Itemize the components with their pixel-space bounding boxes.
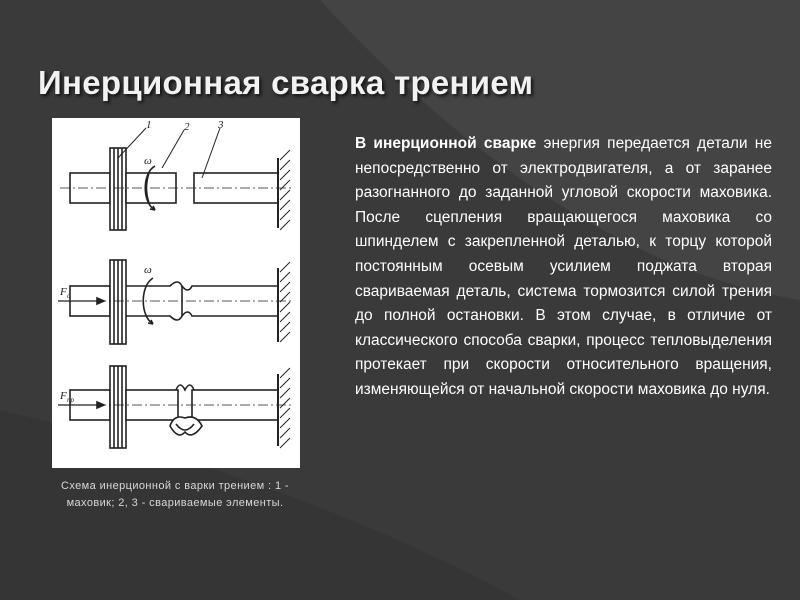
force-label-2-sub: пр	[67, 396, 74, 404]
welding-scheme-figure	[52, 118, 300, 468]
label-2: 2	[184, 121, 190, 133]
omega-label-1: ω	[144, 155, 152, 167]
label-3: 3	[218, 119, 224, 131]
omega-label-2: ω	[144, 264, 152, 276]
welding-scheme-diagram	[52, 118, 300, 468]
body-paragraph	[355, 132, 772, 403]
body-rest: энергия передается детали не непосредственно от электродвигателя, а от заранее разогнанного до заданной угловой скорости маховика. После сцепления вращающегося маховика со шпинделем с закрепленной деталью, к торцу которой постоянным осевым усилием поджата вторая свариваемая деталь, система тормозится силой трения до полной остановки. В этом случае, в отличие от классического способа сварки, процесс тепловыделения протекает при скорости относительного вращения, изменяющейся от начальной скорости маховика до нуля.	[355, 135, 772, 398]
figure-caption: Схема инерционной с варки трением : 1 - маховик; 2, 3 - свариваемые элементы.	[61, 480, 289, 509]
force-label-1-sub: o	[67, 292, 71, 300]
slide-title: Инерционная сварка трением	[38, 64, 534, 101]
body-bold-lead: В инерционной сварке	[355, 135, 537, 152]
label-1: 1	[146, 119, 152, 131]
force-label-1: F	[60, 286, 67, 298]
force-label-2: F	[60, 390, 67, 402]
